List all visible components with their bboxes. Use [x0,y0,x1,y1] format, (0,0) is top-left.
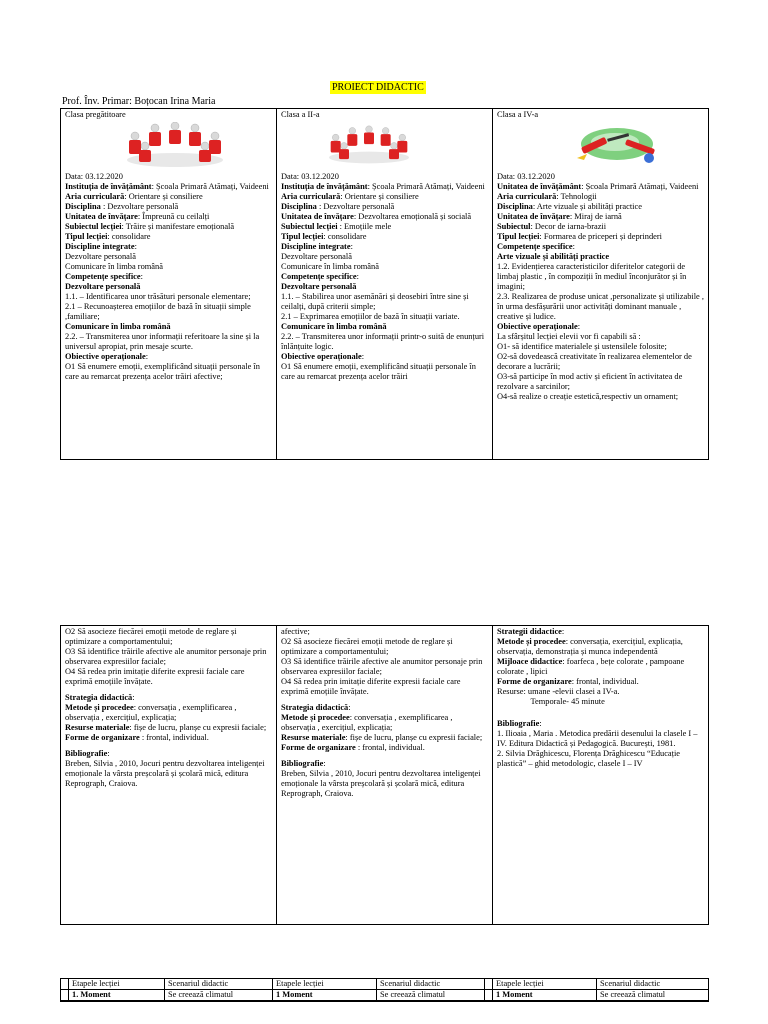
text-line [281,172,488,182]
field-value: : Tehnologii [556,192,597,201]
text-line [65,282,272,292]
text-line [281,192,488,202]
field-label: Strategia didactică [281,703,349,712]
field-value: : Școala Primară Atămați, Vaideeni [367,182,485,191]
column-cell-preparatory [61,109,277,460]
field-value: : Orientare și consiliere [124,192,203,201]
lesson-stages-table-1 [60,978,273,1002]
field-value: : Orientare și consiliere [340,192,419,201]
text-line [497,657,704,677]
text-line [65,202,272,212]
field-value: Resurse: umane -elevii clasei a IV-a. [497,687,620,696]
text-line [497,332,704,342]
text-line [65,172,272,182]
field-value: O1 Să enumere emoții, exemplificând situații personale în care au remarcat prezența acelor trăiri [281,362,478,381]
text-line [281,272,488,282]
field-label: Obiective operaționale [497,322,578,331]
lesson-plan-table-page2 [60,625,709,925]
text-line [497,232,704,242]
field-label: Competențe specifice [497,242,573,251]
field-value: Breben, Silvia , 2010, Jocuri pentru dezvoltarea inteligenței emoționale la vârsta preșcolară și școlară mică, editura Reprograph, Craiova. [65,759,267,788]
field-label: Metode și procedee [497,637,566,646]
field-label: Metode și procedee [281,713,350,722]
field-value: Dezvoltare personală [65,252,136,261]
text-line [497,202,704,212]
field-value: 2.1 – Recunoașterea emoțiilor de bază în situații simple ,familiare; [65,302,253,321]
field-label: Comunicare în limba română [65,322,171,331]
field-label: Bibliografie [65,749,108,758]
field-value: O1 Să enumere emoții, exemplificând situații personale în care au remarcat prezența acelor trăiri afective; [65,362,262,381]
column-content [281,172,488,382]
field-value: Data: 03.12.2020 [281,172,339,181]
text-line [497,242,704,252]
text-line [497,392,704,402]
field-value: Data: 03.12.2020 [65,172,123,181]
field-value: : conversația , exemplificarea , observația , exercițiul, explicația; [281,713,455,732]
text-line [65,232,272,242]
text-line [497,687,704,697]
field-label: Aria curriculară [65,192,125,201]
text-line [281,262,488,272]
field-value: : frontal, individual. [355,743,425,752]
field-label: Instituția de învățământ [281,182,368,191]
field-label: Strategia didactică [65,693,133,702]
field-label: Discipline integrate [281,242,351,251]
text-line [497,262,704,292]
text-line [281,312,488,322]
field-label: Instituția de învățământ [65,182,152,191]
field-value: : [140,272,143,281]
text-line [281,222,488,232]
field-value: O3 Să identifice trăirile afective ale anumitor personaje prin observarea expresiilor faciale; [281,657,485,676]
text-line [281,677,488,697]
lesson-stages-table-2 [272,978,485,1002]
field-value: La sfârșitul lecției elevii vor fi capabili să : [497,332,641,341]
class-label: Clasa a II-a [281,110,320,119]
field-value: 1.2. Evidențierea caracteristicilor diferitelor categorii de limbaj plastic , în compoziții în mediul înconjurător și în imagini; [497,262,689,291]
spacer-cell [485,979,493,990]
field-label: Dezvoltare personală [281,282,357,291]
field-value: : Dezvoltare personală [316,202,395,211]
text-line [65,242,272,252]
spacer-cell [61,990,69,1002]
field-value: Data: 03.12.2020 [497,172,555,181]
field-value: : foarfeca , bețe colorate , pampoane colorate , lipici [497,657,687,676]
field-label: Tipul lecției [65,232,108,241]
field-value: : frontal, individual. [139,733,209,742]
text-line [497,719,704,729]
text-line [65,759,272,789]
field-label: Aria curriculară [497,192,557,201]
class-label: Clasa pregătitoare [65,110,126,119]
field-value: : [132,693,135,702]
text-line [281,637,488,657]
text-line [281,252,488,262]
field-label: Unitatea de învățare [281,212,354,221]
field-value: O4 Să redea prin imitație diferite expresii faciale care exprimă emoțiile învățate. [281,677,463,696]
field-value: Comunicare în limba română [281,262,379,271]
field-value: 2.3. Realizarea de produse unicat ,personalizate și utilizabile , în urma desfășurării unor activități dominant manuale , creative și ludice. [497,292,707,321]
field-label: Competențe specifice [65,272,141,281]
column-content [65,627,272,789]
field-value: : Trăire și manifestare emoțională [121,222,235,231]
text-line [65,693,272,703]
people-circle-icon [281,122,488,168]
field-value: Temporale- 45 minute [497,697,605,706]
text-line [281,759,488,769]
field-value: : [577,322,581,331]
column-content [281,627,488,799]
field-value: : Împreună cu ceilalți [137,212,210,221]
scenario-header: Scenariul didactic [165,979,273,990]
field-label: Comunicare în limba română [281,322,387,331]
field-value: : [572,242,575,251]
scenario-value: Se creează climatul [165,990,273,1002]
field-value: : conversația, exercițiul, explicația, observația, demonstrația și munca independentă [497,637,685,656]
text-line [281,769,488,799]
text-line [65,733,272,743]
text-line [497,352,704,372]
text-line [497,292,707,322]
field-label: Dezvoltare personală [65,282,141,291]
scenario-value: Se creează climatul [377,990,485,1002]
field-label: Subiectul [497,222,531,231]
field-label: Forme de organizare [497,677,572,686]
text-line [281,242,488,252]
field-label: Forme de organizare [281,743,356,752]
text-line [65,262,272,272]
field-label: Metode și procedee [65,703,134,712]
text-line [497,637,704,657]
field-value: Dezvoltare personală [281,252,352,261]
text-line [497,729,704,749]
field-value: : frontal, individual. [571,677,639,686]
text-line [65,292,272,302]
field-value: O3-să participe în mod activ și eficient în activitatea de rezolvare a sarcinilor; [497,372,685,391]
field-value: O2-să dovedească creativitate în realizarea elementelor de decorare a lucrării; [497,352,694,371]
field-label: Aria curriculară [281,192,341,201]
field-label: Disciplina [497,202,533,211]
stage-value: 1 Moment [493,990,597,1002]
text-line [497,252,704,262]
field-value: O4 Să redea prin imitație diferite expresii faciale care exprimă emoțiile învățate. [65,667,247,686]
text-line [281,743,488,753]
field-label: Disciplina [281,202,317,211]
field-value: : [350,242,353,251]
lesson-plan-table-page1 [60,108,709,460]
text-line [497,322,704,332]
text-line [281,232,488,242]
field-label: Resurse materiale [281,733,346,742]
field-label: Bibliografie [497,719,540,728]
field-value: 2. Silvia Drăghicescu, Florența Drăghicescu “Educație plastică” – ghid metodologic, clasele I – IV [497,749,683,768]
text-line [497,697,704,707]
field-value: : fișe de lucru, planșe cu expresii faciale; [345,733,483,742]
field-value: Breben, Silvia , 2010, Jocuri pentru dezvoltarea inteligenței emoționale la vârsta preșcolară și școlară mică, editura Reprograph, Craiova. [281,769,483,798]
lesson-stages-table-3 [484,978,709,1002]
text-line [65,192,272,202]
scenario-value: Se creează climatul [597,990,709,1002]
text-line [65,182,272,192]
spacer-cell [485,990,493,1002]
field-label: Disciplina [65,202,101,211]
stage-value: 1 Moment [273,990,377,1002]
stage-header: Etapele lecției [69,979,165,990]
field-label: Obiective operaționale [281,352,362,361]
field-label: Competențe specifice [281,272,357,281]
field-value: : [348,703,351,712]
field-value: 2.2. – Transmiterea unor informații printr-o suită de enunțuri înlănțuite logic. [281,332,487,351]
field-label: Resurse materiale [65,723,130,732]
field-value: : Decor de iarna-brazii [530,222,607,231]
field-label: Mijloace didactice [497,657,563,666]
document-title: PROIECT DIDACTIC [332,82,424,93]
column-content [497,172,707,402]
field-value: : Formarea de priceperi și deprinderi [539,232,662,241]
text-line [65,272,272,282]
stage-value: 1. Moment [69,990,165,1002]
field-value: : Dezvoltare personală [100,202,179,211]
text-line [497,192,704,202]
text-line [281,733,488,743]
text-line [65,302,272,322]
class-label: Clasa a IV-a [497,110,539,119]
field-label: Arte vizuale și abilități practice [497,252,610,261]
field-value: : Școala Primară Atămați, Vaideeni [151,182,269,191]
text-line [65,352,272,362]
field-label: Subiectul lecției [65,222,122,231]
field-value: 2.1 – Exprimarea emoțiilor de bază în situații variate. [281,312,460,321]
field-value: : [539,719,542,728]
field-value: : Dezvoltarea emoțională și socială [353,212,472,221]
text-line [65,212,272,222]
column-content [497,627,704,769]
field-value: : conversația , exemplificarea , observația , exercițiul, explicația; [65,703,239,722]
text-line [281,713,488,733]
column-cell-fourth-grade-cont [493,626,709,925]
text-line [65,703,272,723]
field-value: : Arte vizuale și abilități practice [532,202,642,211]
text-line [281,322,488,332]
paint-tools-icon [497,122,704,168]
field-value: afective; [281,627,310,636]
text-line [65,332,272,352]
field-value: O1- să identifice materialele și ustensilele folosite; [497,342,667,351]
stage-header: Etapele lecției [493,979,597,990]
field-value: : fișe de lucru, planșe cu expresii faciale; [129,723,267,732]
column-content [65,172,272,382]
field-label: Unitatea de învățare [497,212,570,221]
field-label: Strategii didactice [497,627,562,636]
column-cell-second-grade-cont [277,626,493,925]
text-line [281,202,488,212]
field-value: : [361,352,365,361]
text-line [497,677,704,687]
text-line [281,362,488,382]
text-line [281,352,488,362]
text-line [65,252,272,262]
field-label: Unitatea de învățământ [497,182,582,191]
field-value: : consolidare [323,232,367,241]
text-line [497,627,704,637]
text-line [497,212,704,222]
field-value: 1.1. – Stabilirea unor asemănări și deosebiri între sine și ceilalți, după criterii simple; [281,292,471,311]
text-line [497,182,704,192]
text-line [65,723,272,733]
text-line [281,627,488,637]
text-line [497,172,704,182]
text-line [281,282,488,292]
column-cell-fourth-grade [493,109,709,460]
spacer-cell [61,979,69,990]
field-label: Forme de organizare [65,733,140,742]
field-value: O4-să realize o creație estetică,respectiv un ornament; [497,392,679,401]
field-label: Obiective operaționale [65,352,146,361]
text-line [497,749,704,769]
text-line [281,182,488,192]
field-value: : Miraj de iarnă [569,212,622,221]
field-label: Tipul lecției [281,232,324,241]
field-value: : consolidare [107,232,151,241]
text-line [65,322,272,332]
field-value: : Emoțiile mele [337,222,392,231]
text-line [281,657,488,677]
field-value: : [561,627,565,636]
field-value: : [145,352,149,361]
field-value: 2.2. – Transmiterea unor informații referitoare la sine și la universul apropiat, prin mesaje scurte. [65,332,262,351]
author-line: Prof. Înv. Primar: Boțocan Irina Maria [62,96,216,107]
field-value: 1. Ilioaia , Maria . Metodica predării desenului la clasele I – IV. Editura Didactică și Pedagogică. București, 1981. [497,729,700,748]
field-label: Subiectul lecției [281,222,338,231]
column-cell-preparatory-cont [61,626,277,925]
text-line [497,372,704,392]
field-value: : [134,242,137,251]
text-line [281,292,488,312]
field-value: : Școala Primară Atămați, Vaideeni [581,182,699,191]
field-value: O3 Să identifice trăirile afective ale anumitor personaje prin observarea expresiilor faciale; [65,647,269,666]
field-value: O2 Să asocieze fiecărei emoții metode de reglare și optimizare a comportamentului; [281,637,455,656]
field-value: O2 Să asocieze fiecărei emoții metode de reglare și optimizare a comportamentului; [65,627,239,646]
text-line [65,222,272,232]
field-value: Comunicare în limba română [65,262,163,271]
field-value: : [323,759,326,768]
text-line [65,647,272,667]
field-value: : [107,749,110,758]
text-line [281,703,488,713]
text-line [281,212,488,222]
people-circle-icon [65,122,272,168]
field-label: Bibliografie [281,759,324,768]
stage-header: Etapele lecției [273,979,377,990]
field-value: : [356,272,359,281]
text-line [65,667,272,687]
text-line [497,222,704,232]
field-label: Tipul lecției [497,232,540,241]
field-value: 1.1. – Identificarea unor trăsături personale elementare; [65,292,251,301]
text-line [65,627,272,647]
text-line [281,332,488,352]
scenario-header: Scenariul didactic [377,979,485,990]
text-line [65,362,272,382]
text-line [65,749,272,759]
field-label: Unitatea de învățare [65,212,138,221]
column-cell-second-grade [277,109,493,460]
field-label: Discipline integrate [65,242,135,251]
scenario-header: Scenariul didactic [597,979,709,990]
text-line [497,342,704,352]
